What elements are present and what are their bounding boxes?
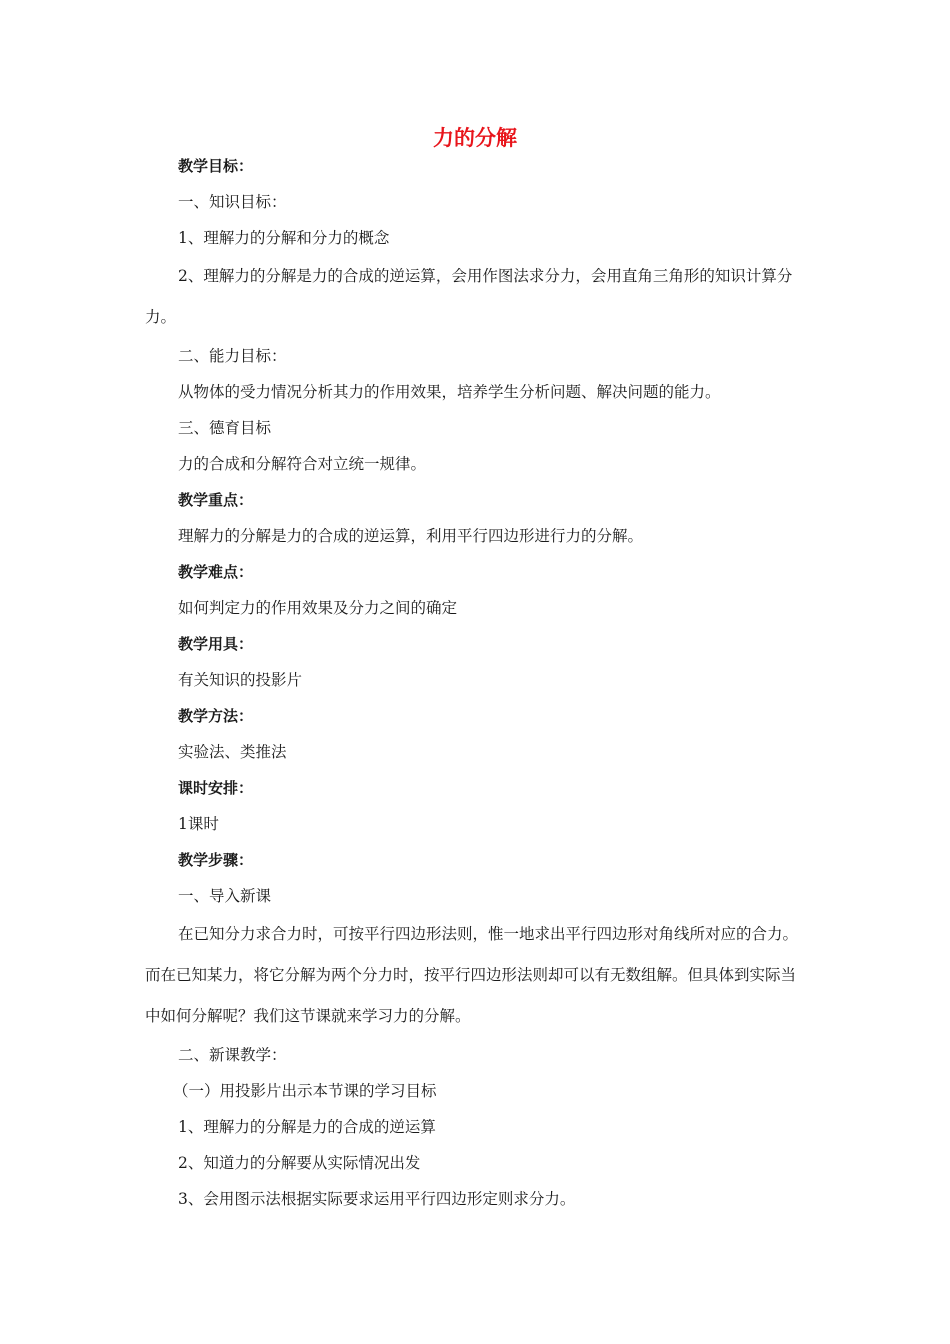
section-heading: 教学目标： bbox=[178, 157, 254, 175]
paragraph: 三、德育目标 bbox=[178, 419, 272, 437]
paragraph: 1、理解力的分解和分力的概念 bbox=[178, 229, 390, 247]
paragraph: 理解力的分解是力的合成的逆运算，利用平行四边形进行力的分解。 bbox=[178, 527, 644, 545]
paragraph: 二、能力目标： bbox=[178, 347, 287, 365]
paragraph: 一、导入新课 bbox=[178, 887, 272, 905]
section-heading: 课时安排： bbox=[178, 779, 254, 797]
paragraph: 2、知道力的分解要从实际情况出发 bbox=[178, 1154, 421, 1172]
paragraph: 3、会用图示法根据实际要求运用平行四边形定则求分力。 bbox=[178, 1190, 576, 1208]
paragraph: 1、理解力的分解是力的合成的逆运算 bbox=[178, 1118, 436, 1136]
paragraph: 一、知识目标： bbox=[178, 193, 287, 211]
document-title: 力的分解 bbox=[433, 126, 517, 150]
paragraph: 2、理解力的分解是力的合成的逆运算，会用作图法求分力，会用直角三角形的知识计算分力。 bbox=[145, 267, 793, 326]
paragraph: 力的合成和分解符合对立统一规律。 bbox=[178, 455, 427, 473]
paragraph: 1课时 bbox=[178, 815, 219, 833]
document-body bbox=[145, 148, 810, 1217]
section-heading: 教学难点： bbox=[178, 563, 254, 581]
paragraph: 实验法、类推法 bbox=[178, 743, 287, 761]
paragraph: 如何判定力的作用效果及分力之间的确定 bbox=[178, 599, 458, 617]
paragraph: 在已知分力求合力时，可按平行四边形法则，惟一地求出平行四边形对角线所对应的合力。而在已知某力，将它分解为两个分力时，按平行四边形法则却可以有无数组解。但具体到实际当中如何分解呢？我们这节课就来学习力的分解。 bbox=[145, 925, 799, 1025]
section-heading: 教学方法： bbox=[178, 707, 254, 725]
paragraph: 从物体的受力情况分析其力的作用效果，培养学生分析问题、解决问题的能力。 bbox=[178, 383, 721, 401]
paragraph: 二、新课教学： bbox=[178, 1046, 287, 1064]
section-heading: 教学用具： bbox=[178, 635, 254, 653]
paragraph: （一）用投影片出示本节课的学习目标 bbox=[173, 1082, 437, 1100]
section-heading: 教学重点： bbox=[178, 491, 254, 509]
section-heading: 教学步骤： bbox=[178, 851, 254, 869]
paragraph: 有关知识的投影片 bbox=[178, 671, 303, 689]
